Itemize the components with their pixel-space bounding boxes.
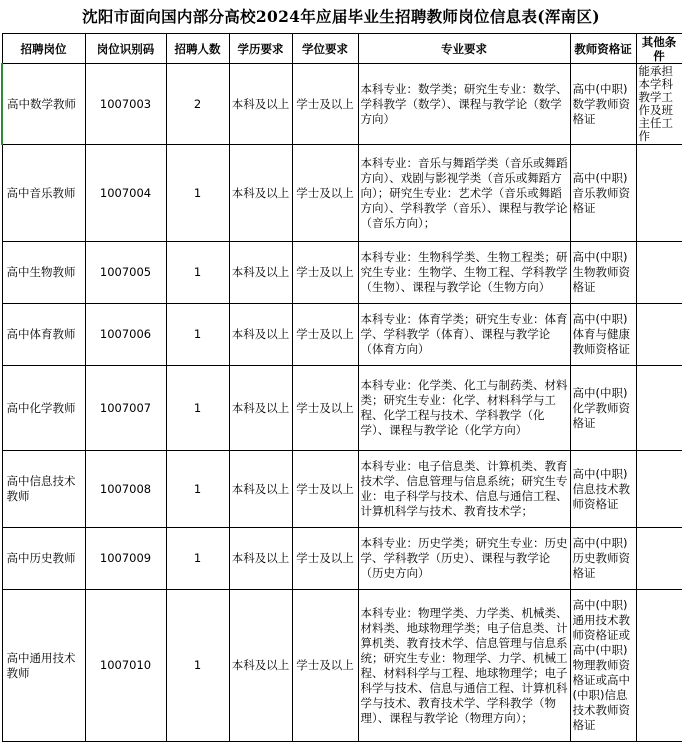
cell-degree: 学士及以上 xyxy=(292,366,358,451)
cell-degree: 学士及以上 xyxy=(292,304,358,366)
table-row xyxy=(2,304,682,366)
cell-code: 1007005 xyxy=(85,242,166,304)
header-degree: 学位要求 xyxy=(292,34,358,64)
cell-other xyxy=(636,242,682,304)
cell-education: 本科及以上 xyxy=(229,528,292,590)
cell-code: 1007009 xyxy=(85,528,166,590)
cell-count: 1 xyxy=(166,304,229,366)
header-position: 招聘岗位 xyxy=(2,34,85,64)
cell-certificate: 高中(中职)历史教师资格证 xyxy=(570,528,636,590)
header-count: 招聘人数 xyxy=(166,34,229,64)
cell-major: 本科专业：生物科学类、生物工程类；研究生专业：生物学、生物工程、学科教学（生物）、课程与教学论（生物方向） xyxy=(358,242,570,304)
cell-major: 本科专业：物理学类、力学类、机械类、材料类、地球物理学类；电子信息类、计算机类、教育技术学、信息管理与信息系统；研究生专业：物理学、力学、机械工程、材料科学与工程、地球物理学；电子科学与技术、信息与通信工程、计算机科学与技术、教育技术学、学科教学（物理）、课程与教学论（物理方向）； xyxy=(358,590,570,742)
table-header-row xyxy=(2,34,682,64)
cell-degree: 学士及以上 xyxy=(292,145,358,242)
cell-count: 1 xyxy=(166,590,229,742)
cell-count: 1 xyxy=(166,145,229,242)
cell-certificate: 高中(中职)体育与健康教师资格证 xyxy=(570,304,636,366)
header-code: 岗位识别码 xyxy=(85,34,166,64)
cell-degree: 学士及以上 xyxy=(292,451,358,528)
cell-code: 1007010 xyxy=(85,590,166,742)
table-row xyxy=(2,145,682,242)
cell-other xyxy=(636,304,682,366)
cell-education: 本科及以上 xyxy=(229,590,292,742)
cell-degree: 学士及以上 xyxy=(292,590,358,742)
cell-position: 高中历史教师 xyxy=(2,528,85,590)
cell-other: 能承担本学科教学工作及班主任工作 xyxy=(636,64,682,145)
cell-position: 高中化学教师 xyxy=(2,366,85,451)
cell-education: 本科及以上 xyxy=(229,242,292,304)
positions-table xyxy=(1,33,682,742)
cell-code: 1007004 xyxy=(85,145,166,242)
table-row xyxy=(2,528,682,590)
table-row xyxy=(2,590,682,742)
cell-count: 1 xyxy=(166,242,229,304)
cell-code: 1007007 xyxy=(85,366,166,451)
cell-degree: 学士及以上 xyxy=(292,64,358,145)
cell-certificate: 高中(中职)化学教师资格证 xyxy=(570,366,636,451)
document-title: 沈阳市面向国内部分高校2024年应届毕业生招聘教师岗位信息表(浑南区) xyxy=(82,7,600,26)
cell-major: 本科专业：数学类；研究生专业：数学、学科教学（数学）、课程与教学论（数学方向） xyxy=(358,64,570,145)
cell-code: 1007008 xyxy=(85,451,166,528)
cell-position: 高中音乐教师 xyxy=(2,145,85,242)
cell-major: 本科专业：电子信息类、计算机类、教育技术学、信息管理与信息系统；研究生专业：电子科学与技术、信息与通信工程、计算机科学与技术、教育技术学； xyxy=(358,451,570,528)
cell-count: 1 xyxy=(166,366,229,451)
cell-certificate: 高中(中职)生物教师资格证 xyxy=(570,242,636,304)
cell-count: 1 xyxy=(166,451,229,528)
table-row xyxy=(2,366,682,451)
cell-other xyxy=(636,366,682,451)
cell-education: 本科及以上 xyxy=(229,451,292,528)
cell-major: 本科专业：化学类、化工与制药类、材料类；研究生专业：化学、材料科学与工程、化学工程与技术、学科教学（化学）、课程与教学论（化学方向） xyxy=(358,366,570,451)
header-education: 学历要求 xyxy=(229,34,292,64)
cell-education: 本科及以上 xyxy=(229,304,292,366)
cell-position[interactable]: 高中数学教师 xyxy=(2,64,85,145)
cell-other xyxy=(636,145,682,242)
cell-position: 高中信息技术教师 xyxy=(2,451,85,528)
cell-education: 本科及以上 xyxy=(229,145,292,242)
cell-other xyxy=(636,590,682,742)
cell-major: 本科专业：音乐与舞蹈学类（音乐或舞蹈方向）、戏剧与影视学类（音乐或舞蹈方向）；研究生专业：艺术学（音乐或舞蹈方向）、学科教学（音乐）、课程与教学论（音乐方向）； xyxy=(358,145,570,242)
cell-position: 高中体育教师 xyxy=(2,304,85,366)
header-major: 专业要求 xyxy=(358,34,570,64)
header-other: 其他条件 xyxy=(636,34,682,64)
cell-major: 本科专业：体育学类；研究生专业：体育学、学科教学（体育）、课程与教学论（体育方向） xyxy=(358,304,570,366)
cell-count: 1 xyxy=(166,528,229,590)
cell-certificate: 高中(中职)数学教师资格证 xyxy=(570,64,636,145)
cell-position: 高中生物教师 xyxy=(2,242,85,304)
cell-position: 高中通用技术教师 xyxy=(2,590,85,742)
cell-code: 1007003 xyxy=(85,64,166,145)
table-row xyxy=(2,451,682,528)
cell-certificate: 高中(中职)音乐教师资格证 xyxy=(570,145,636,242)
cell-other xyxy=(636,451,682,528)
cell-count: 2 xyxy=(166,64,229,145)
cell-degree: 学士及以上 xyxy=(292,242,358,304)
header-certificate: 教师资格证 xyxy=(570,34,636,64)
cell-other xyxy=(636,528,682,590)
cell-code: 1007006 xyxy=(85,304,166,366)
table-row xyxy=(2,242,682,304)
cell-education: 本科及以上 xyxy=(229,366,292,451)
cell-degree: 学士及以上 xyxy=(292,528,358,590)
cell-major: 本科专业：历史学类；研究生专业：历史学、学科教学（历史）、课程与教学论（历史方向） xyxy=(358,528,570,590)
cell-certificate: 高中(中职)通用技术教师资格证或高中(中职)物理教师资格证或高中(中职)信息技术教师资格证 xyxy=(570,590,636,742)
table-row xyxy=(2,64,682,145)
cell-education: 本科及以上 xyxy=(229,64,292,145)
cell-certificate: 高中(中职)信息技术教师资格证 xyxy=(570,451,636,528)
